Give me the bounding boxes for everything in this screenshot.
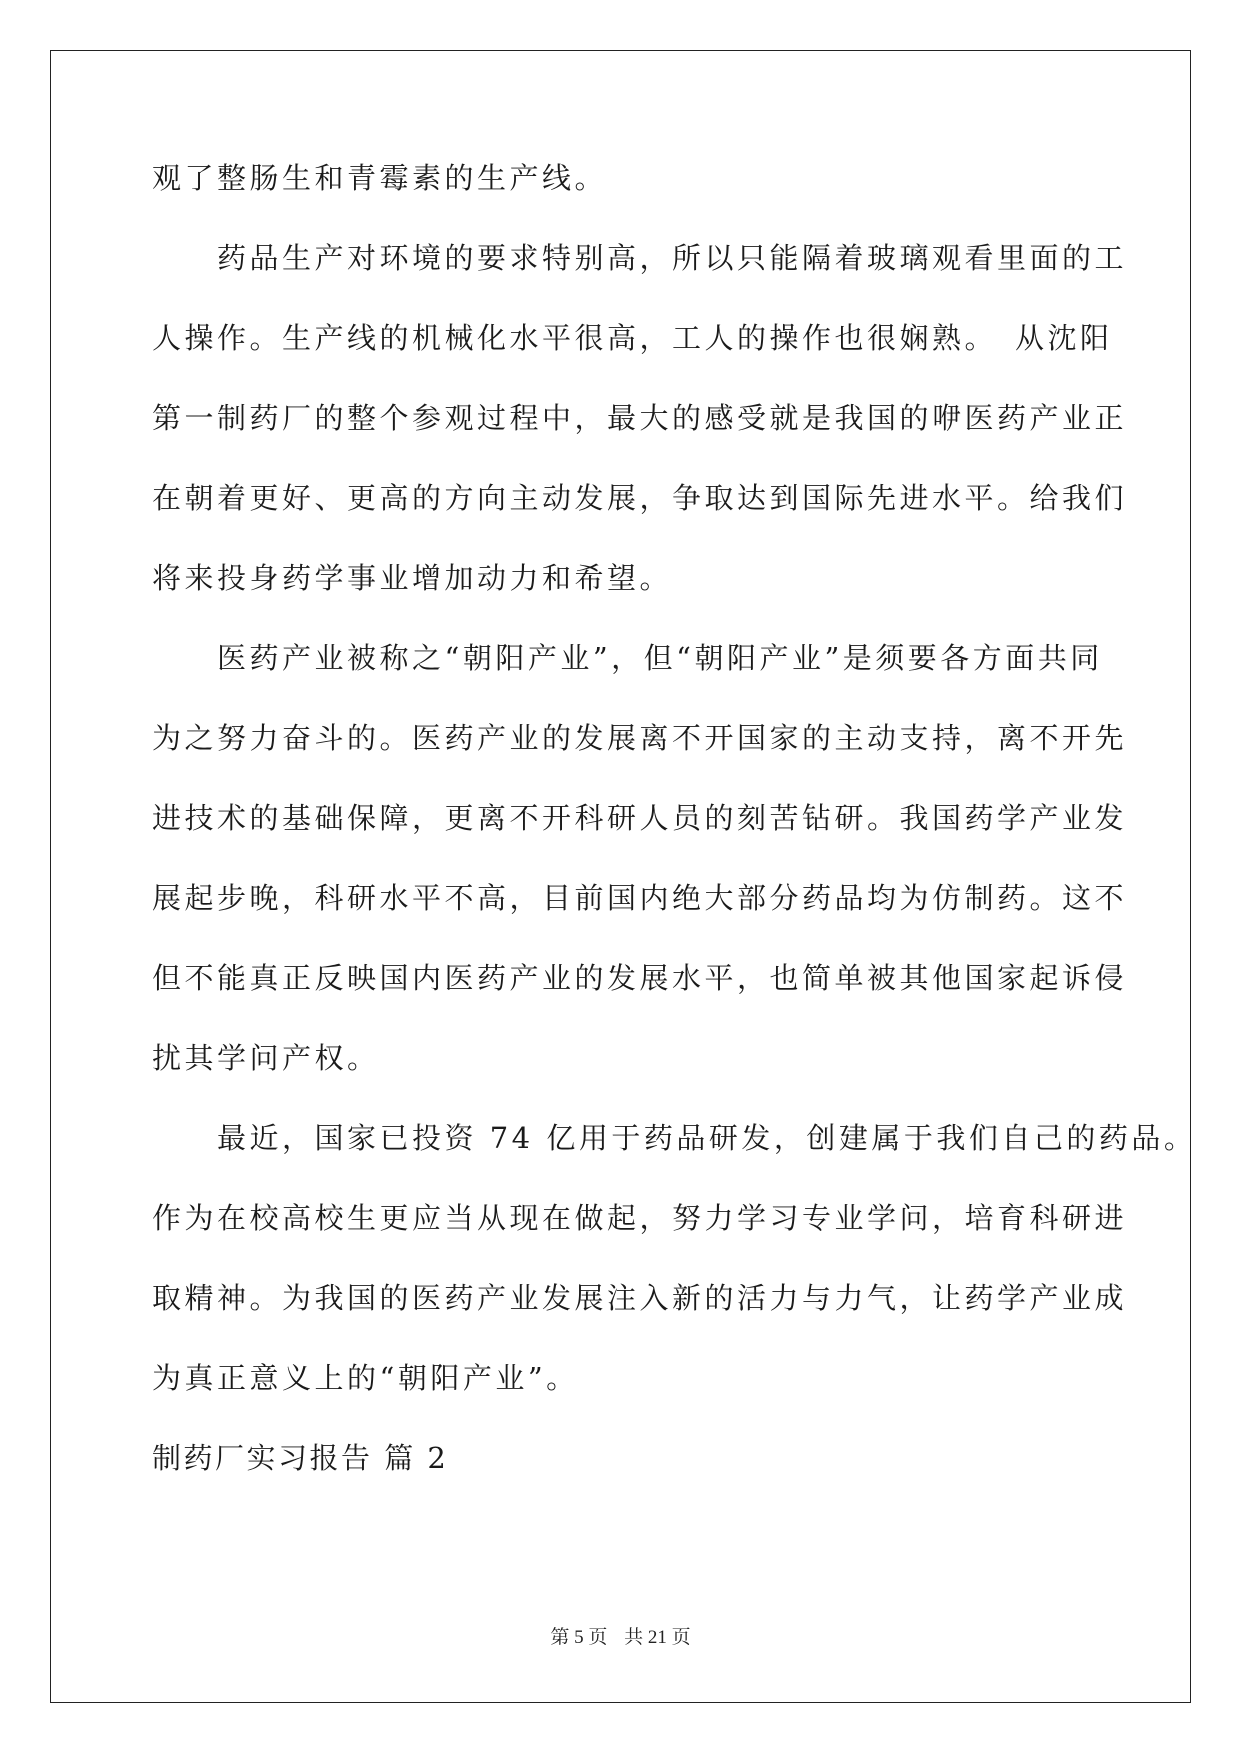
text-line: 观了整肠生和青霉素的生产线。 xyxy=(152,161,608,195)
text-line: 将来投身药学事业增加动力和希望。 xyxy=(152,561,673,595)
text-line: 展起步晚，科研水平不高，目前国内绝大部分药品均为仿制药。这不 xyxy=(152,881,1128,915)
text-line: 作为在校高校生更应当从现在做起，努力学习专业学问，培育科研进 xyxy=(152,1201,1128,1235)
text-line: 人操作。生产线的机械化水平很高，工人的操作也很娴熟。 从沈阳 xyxy=(152,321,1113,355)
section-heading: 制药厂实习报告 篇 2 xyxy=(152,1441,449,1475)
page-number: 第 5 页 xyxy=(550,1627,608,1648)
text-line: 药品生产对环境的要求特别高，所以只能隔着玻璃观看里面的工 xyxy=(217,241,1128,275)
text-line: 取精神。为我国的医药产业发展注入新的活力与力气，让药学产业成 xyxy=(152,1281,1128,1315)
text-line: 为之努力奋斗的。医药产业的发展离不开国家的主动支持，离不开先 xyxy=(152,721,1128,755)
page-total: 共 21 页 xyxy=(624,1627,691,1648)
text-line: 进技术的基础保障，更离不开科研人员的刻苦钻研。我国药学产业发 xyxy=(152,801,1128,835)
text-line: 为真正意义上的“朝阳产业”。 xyxy=(152,1361,579,1395)
text-line: 扰其学问产权。 xyxy=(152,1041,380,1075)
text-line: 但不能真正反映国内医药产业的发展水平，也简单被其他国家起诉侵 xyxy=(152,961,1128,995)
text-line: 在朝着更好、更高的方向主动发展，争取达到国际先进水平。给我们 xyxy=(152,481,1128,515)
text-line: 最近，国家已投资 74 亿用于药品研发，创建属于我们自己的药品。 xyxy=(217,1121,1197,1155)
page-footer xyxy=(0,1622,1241,1649)
text-line: 医药产业被称之“朝阳产业”，但“朝阳产业”是须要各方面共同 xyxy=(217,641,1103,675)
text-line: 第一制药厂的整个参观过程中，最大的感受就是我国的咿医药产业正 xyxy=(152,401,1128,435)
